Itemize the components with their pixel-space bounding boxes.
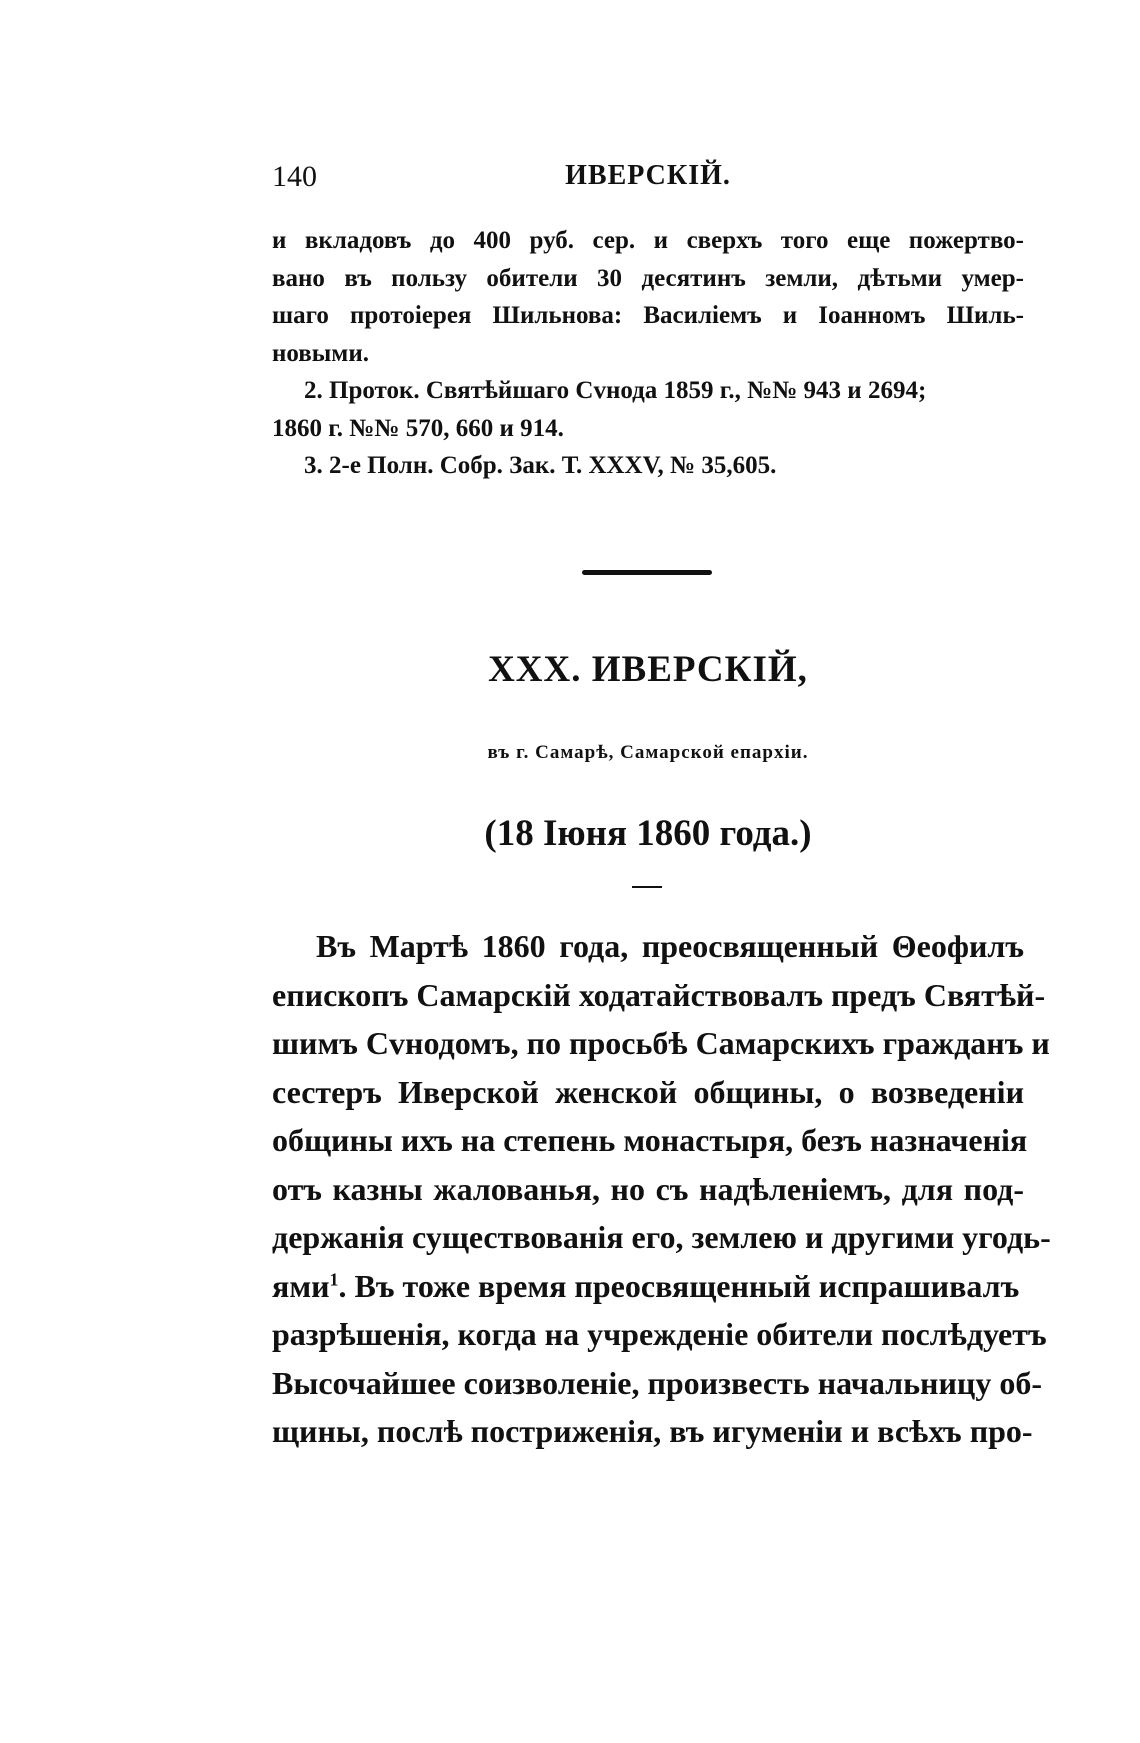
running-head (272, 160, 1024, 200)
body-line: сестеръ Иверской женской общины, о возведеніи (272, 1073, 1024, 1110)
footnote-line: вано въ пользу обители 30 десятинъ земли, дѣтьми умер- (272, 264, 1024, 292)
section-title: XXX. ИВЕРСКІЙ, (488, 649, 808, 690)
body-line: отъ казны жалованья, но съ надѣленіемъ, для под- (272, 1170, 1024, 1207)
section-date: (18 Іюня 1860 года.) (484, 813, 812, 854)
footnote-line: 1860 г. №№ 570, 660 и 914. (272, 414, 564, 442)
footnote-line: и вкладовъ до 400 руб. сер. и сверхъ того еще пожертво- (272, 227, 1024, 254)
footnote-line: новыми. (272, 339, 369, 367)
body-text-fragment: Въ тоже время преосвященный испрашивалъ (354, 1267, 1020, 1304)
body-text (272, 922, 1051, 1456)
running-title: ИВЕРСКІЙ. (565, 160, 731, 191)
footnote-line: шаго протоіерея Шильнова: Василіемъ и Іоанномъ Шиль- (272, 302, 1024, 329)
body-line: Высочайшее соизволеніе, произвесть начальницу об- (272, 1364, 1043, 1401)
body-line-with-note: ями$^1$. Въ тоже время преосвященный испрашивалъ (272, 1267, 1020, 1304)
page-number: 140 (272, 160, 317, 193)
section-subtitle: въ г. Самарѣ, Самарской епархіи. (487, 742, 809, 763)
body-line: епископъ Самарскій ходатайствовалъ предъ Святѣй- (272, 976, 1046, 1013)
section-divider (582, 570, 712, 575)
body-line: Въ Мартѣ 1860 года, преосвященный Θеофилъ (316, 928, 1024, 964)
footnote-2: 2. Проток. Святѣйшаго Сvнода 1859 г., №№ 943 и 2694; (304, 377, 927, 404)
footnotes (272, 222, 1024, 485)
footnote-reference[interactable]: 1 (329, 1268, 339, 1289)
body-line: разрѣшенія, когда на учрежденіе обители послѣдуетъ (272, 1316, 1047, 1352)
body-line: щины, послѣ постриженія, въ игуменіи и всѣхъ про- (272, 1413, 1033, 1449)
body-text-fragment: ями (272, 1267, 330, 1304)
footnote-3: 3. 2-е Полн. Собр. Зак. Т. XXXV, № 35,605. (304, 452, 777, 479)
body-line: общины ихъ на степень монастыря, безъ назначенія (272, 1122, 1028, 1158)
body-line: держанія существованія его, землею и другими угодь- (272, 1219, 1051, 1255)
body-line: шимъ Сvнодомъ, по просьбѣ Самарскихъ гражданъ и (272, 1025, 1050, 1061)
short-divider (632, 886, 662, 888)
